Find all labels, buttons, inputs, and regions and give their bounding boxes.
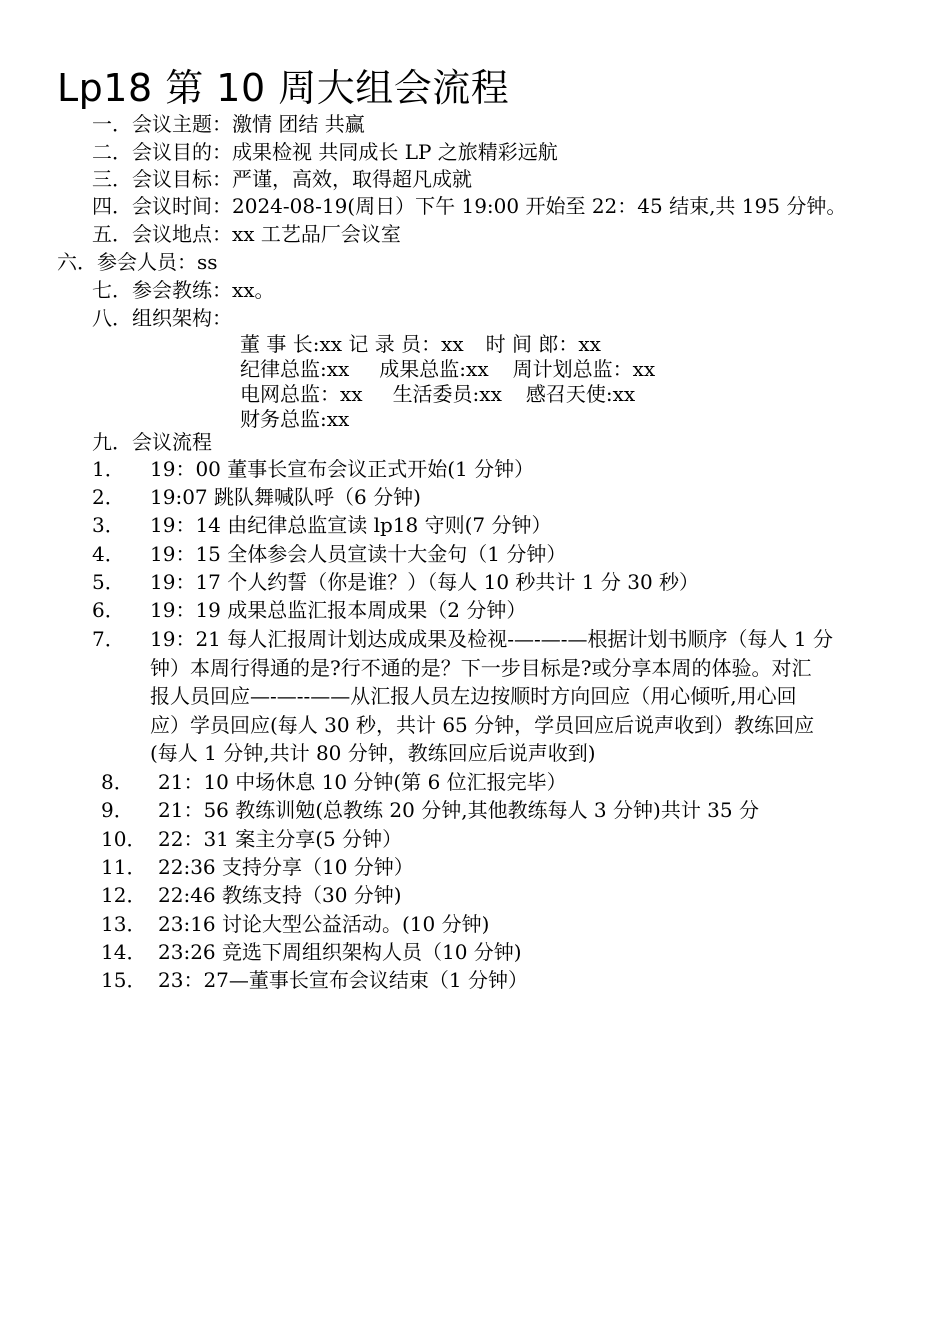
item-number: 8． bbox=[101, 770, 134, 794]
item-number: 2． bbox=[92, 485, 125, 509]
org-row bbox=[240, 357, 655, 382]
item-text: 22:36 支持分享（10 分钟） bbox=[158, 855, 414, 879]
org-role: 生活委员:xx bbox=[392, 382, 502, 406]
section-attendees bbox=[57, 248, 218, 276]
org-role: 时 间 郎：xx bbox=[485, 332, 601, 356]
item-number: 9． bbox=[101, 798, 134, 822]
item-text: 23:26 竞选下周组织架构人员（10 分钟) bbox=[158, 940, 522, 964]
section-number: 四． bbox=[92, 194, 132, 218]
item-text-line: (每人 1 分钟,共计 80 分钟，教练回应后说声收到) bbox=[150, 741, 596, 765]
org-role: 成果总监:xx bbox=[379, 357, 489, 381]
section-coaches bbox=[92, 276, 275, 304]
org-row bbox=[240, 332, 601, 357]
item-number: 15． bbox=[101, 968, 147, 992]
item-text-line: 钟）本周行得通的是?行不通的是？下一步目标是?或分享本周的体验。对汇 bbox=[150, 655, 812, 680]
item-text: 22:46 教练支持（30 分钟) bbox=[158, 883, 402, 907]
item-text: 19：14 由纪律总监宣读 lp18 守则(7 分钟） bbox=[150, 513, 552, 537]
item-number: 3． bbox=[92, 513, 125, 537]
section-number: 七． bbox=[92, 278, 132, 302]
item-number: 1． bbox=[92, 457, 125, 481]
item-number: 13． bbox=[101, 912, 147, 936]
section-text: 会议时间：2024-08-19(周日）下午 19:00 开始至 22：45 结束,共 195 分钟。 bbox=[132, 194, 847, 218]
item-text: 19：17 个人约誓（你是谁？）（每人 10 秒共计 1 分 30 秒） bbox=[150, 570, 700, 594]
section-text: 参会教练：xx。 bbox=[132, 278, 275, 302]
section-goal bbox=[92, 165, 472, 193]
section-time bbox=[92, 192, 846, 220]
item-number: 12． bbox=[101, 883, 147, 907]
org-role: 董 事 长:xx 记 录 员：xx bbox=[240, 332, 464, 356]
item-text: 19：15 全体参会人员宣读十大金句（1 分钟） bbox=[150, 542, 567, 566]
item-number: 11． bbox=[101, 855, 147, 879]
section-text: 会议目标：严谨，高效，取得超凡成就 bbox=[132, 167, 472, 191]
item-text: 23:16 讨论大型公益活动。(10 分钟) bbox=[158, 912, 490, 936]
item-number: 7． bbox=[92, 627, 125, 651]
item-text: 23：27—董事长宣布会议结束（1 分钟） bbox=[158, 968, 528, 992]
item-text: 19:07 跳队舞喊队呼（6 分钟) bbox=[150, 485, 421, 509]
org-role: 财务总监:xx bbox=[240, 407, 350, 431]
item-number: 14． bbox=[101, 940, 147, 964]
section-text: 组织架构： bbox=[132, 306, 232, 330]
document-title: Lp18 第 10 周大组会流程 bbox=[57, 66, 510, 110]
item-text: 19：19 成果总监汇报本周成果（2 分钟） bbox=[150, 598, 527, 622]
section-location bbox=[92, 220, 401, 248]
section-number: 九． bbox=[92, 430, 132, 454]
section-number: 六． bbox=[57, 250, 97, 274]
org-role: 电网总监：xx bbox=[240, 382, 363, 406]
section-text: 会议主题：激情 团结 共赢 bbox=[132, 112, 365, 136]
item-number: 6． bbox=[92, 598, 125, 622]
item-text-line: 应）学员回应(每人 30 秒，共计 65 分钟，学员回应后说声收到）教练回应 bbox=[150, 712, 815, 737]
section-organization bbox=[92, 304, 232, 332]
section-text: 参会人员：ss bbox=[97, 250, 218, 274]
section-number: 一． bbox=[92, 112, 132, 136]
section-text: 会议地点：xx 工艺品厂会议室 bbox=[132, 222, 401, 246]
item-number: 4． bbox=[92, 542, 125, 566]
flow-heading bbox=[92, 428, 212, 456]
item-text: 21：10 中场休息 10 分钟(第 6 位汇报完毕） bbox=[158, 770, 567, 794]
item-number: 10． bbox=[101, 827, 147, 851]
org-role: 纪律总监:xx bbox=[240, 357, 350, 381]
section-text: 会议流程 bbox=[132, 430, 212, 454]
section-text: 会议目的：成果检视 共同成长 LP 之旅精彩远航 bbox=[132, 140, 558, 164]
org-row bbox=[240, 382, 635, 407]
org-row bbox=[240, 407, 349, 432]
section-number: 三． bbox=[92, 167, 132, 191]
org-role: 周计划总监：xx bbox=[512, 357, 656, 381]
section-number: 五． bbox=[92, 222, 132, 246]
org-role: 感召天使:xx bbox=[525, 382, 636, 406]
section-purpose bbox=[92, 138, 558, 166]
item-text: 19：00 董事长宣布会议正式开始(1 分钟） bbox=[150, 457, 535, 481]
item-text-line: 报人员回应—-—--——从汇报人员左边按顺时方向回应（用心倾听,用心回 bbox=[150, 684, 797, 708]
item-text-line: 19：21 每人汇报周计划达成成果及检视-—-—-—根据计划书顺序（每人 1 分 bbox=[150, 627, 833, 651]
section-number: 二． bbox=[92, 140, 132, 164]
section-theme bbox=[92, 110, 365, 138]
item-text: 22：31 案主分享(5 分钟） bbox=[158, 827, 403, 851]
section-number: 八． bbox=[92, 306, 132, 330]
item-text: 21：56 教练训勉(总教练 20 分钟,其他教练每人 3 分钟)共计 35 分 bbox=[158, 798, 759, 822]
item-number: 5． bbox=[92, 570, 125, 594]
